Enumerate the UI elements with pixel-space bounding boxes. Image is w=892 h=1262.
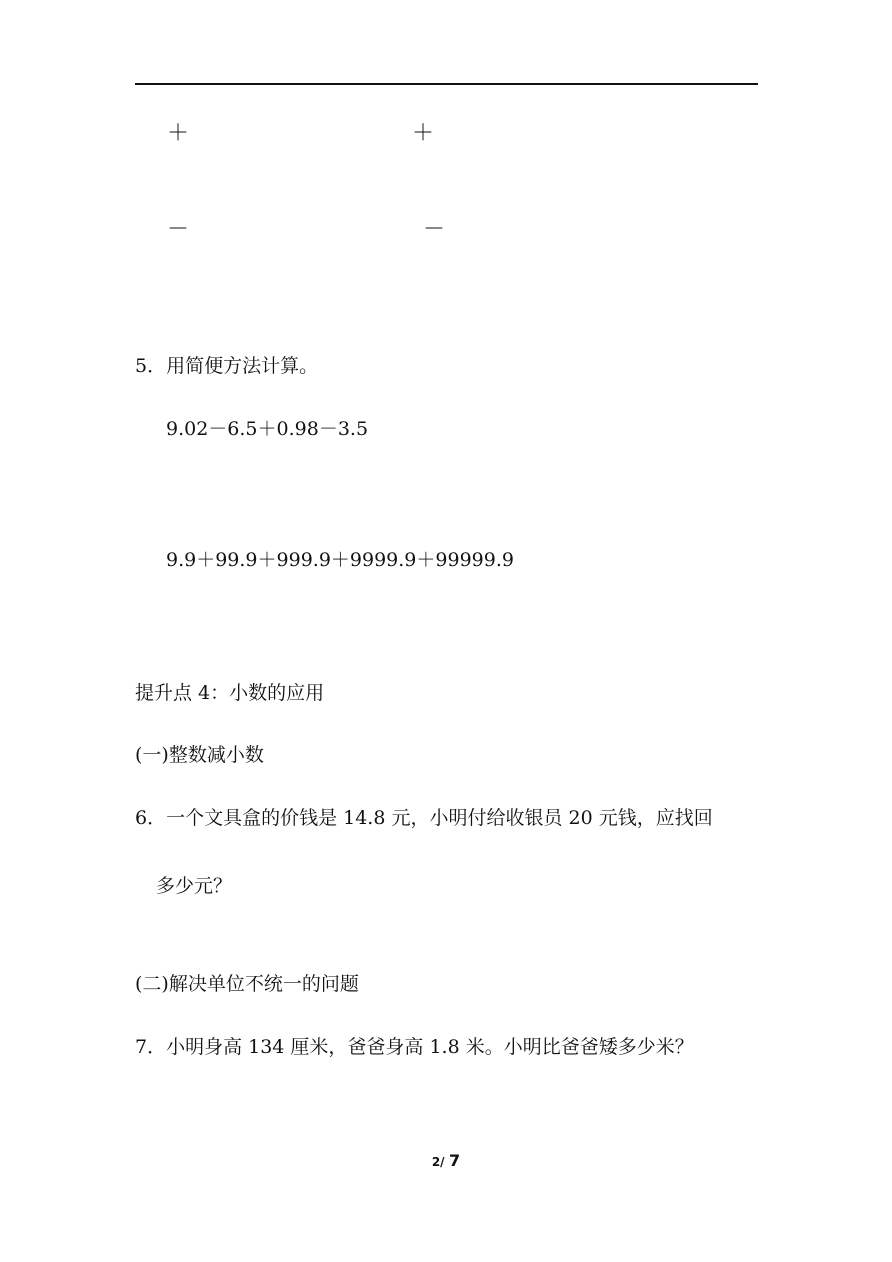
question-7: 7．小明身高 134 厘米，爸爸身高 1.8 米。小明比爸爸矮多少米？ <box>135 1036 694 1058</box>
minus-operator-left: － <box>167 217 190 242</box>
question-5-expression-1: 9.02－6.5＋0.98－3.5 <box>166 418 369 440</box>
plus-operator-right: ＋ <box>412 121 435 146</box>
section-heading: 提升点 4：小数的应用 <box>135 682 325 704</box>
header-rule <box>135 83 758 85</box>
page-number <box>0 1151 892 1172</box>
question-6-line-1: 6．一个文具盒的价钱是 14.8 元，小明付给收银员 20 元钱，应找回 <box>135 807 713 829</box>
subsection-2-heading: (二)解决单位不统一的问题 <box>135 973 359 995</box>
subsection-1-heading: (一)整数减小数 <box>135 744 264 766</box>
question-5-expression-2: 9.9＋99.9＋999.9＋9999.9＋99999.9 <box>166 549 514 571</box>
question-6-line-2: 多少元？ <box>156 875 233 897</box>
plus-operator-left: ＋ <box>167 121 190 146</box>
page-current: 2/ <box>431 1155 445 1169</box>
question-5-title: 5．用简便方法计算。 <box>135 355 319 377</box>
minus-operator-right: － <box>423 217 446 242</box>
page-total: 7 <box>449 1151 461 1170</box>
